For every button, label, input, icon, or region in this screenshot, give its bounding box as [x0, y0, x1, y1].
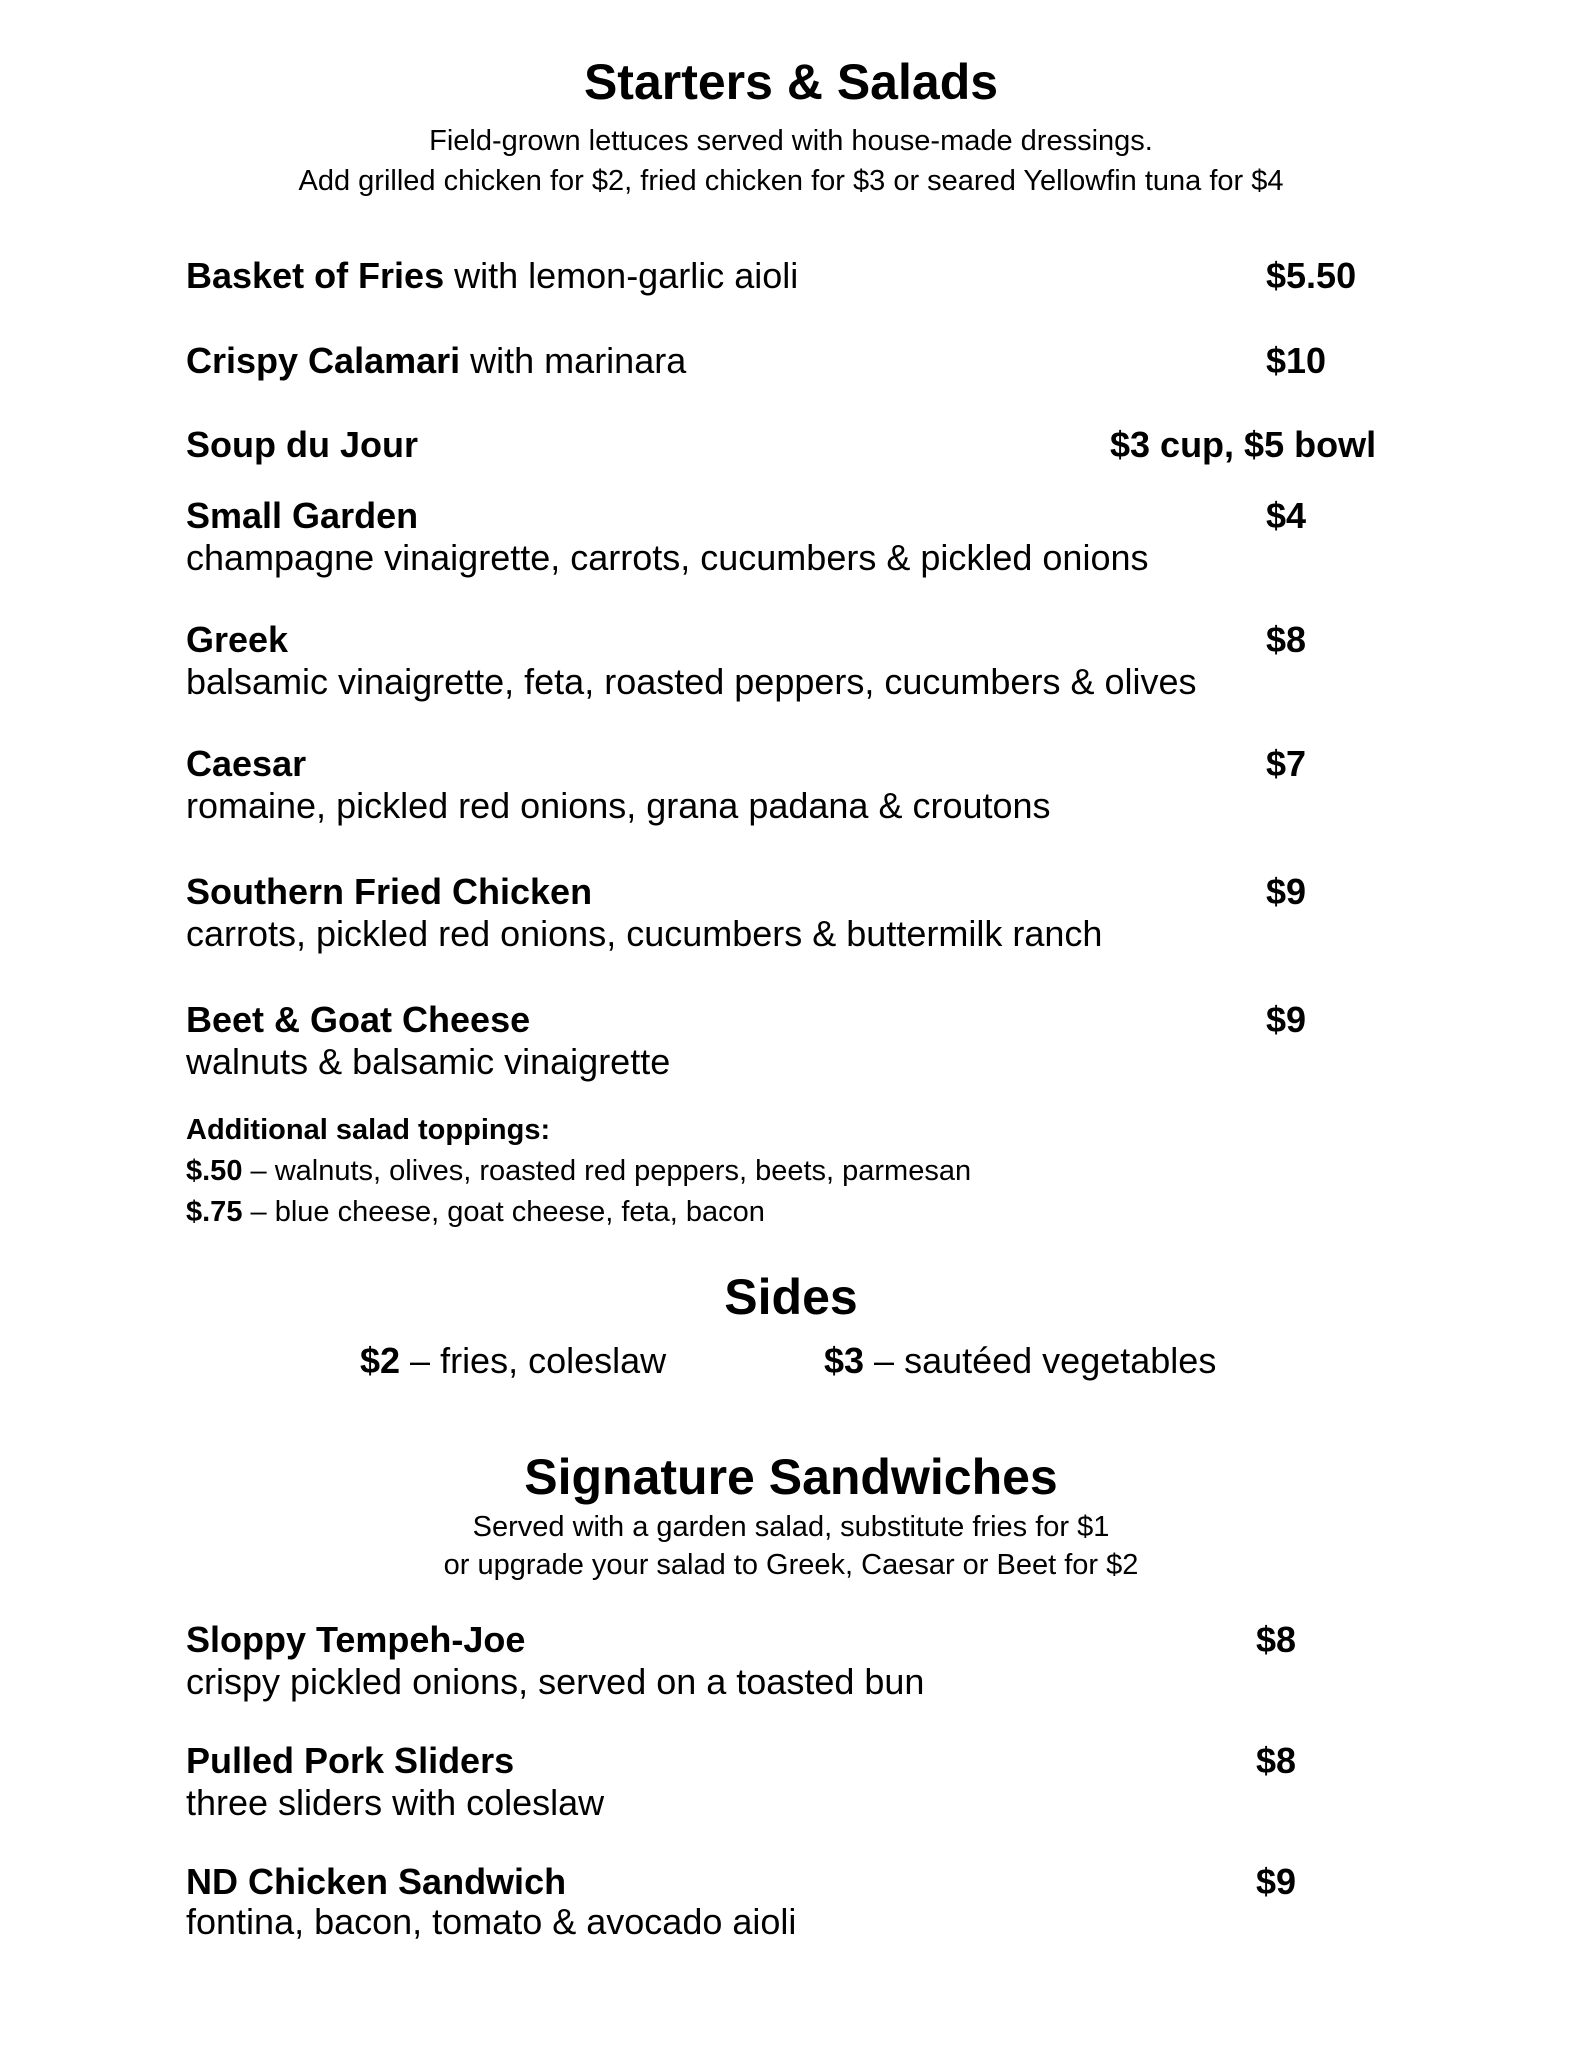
menu-item-name [186, 254, 798, 297]
menu-item-name [186, 1860, 566, 1903]
item-title: Caesar [186, 743, 307, 784]
item-price: $9 [1266, 871, 1307, 912]
menu-item-name [186, 1739, 514, 1782]
sandwiches-title: Signature Sandwiches [524, 1449, 1058, 1505]
item-price: $3 cup, $5 bowl [1110, 424, 1377, 465]
item-inline-desc: with lemon-garlic aioli [454, 255, 799, 296]
starters-intro-line2: Add grilled chicken for $2, fried chicken for $3 or seared Yellowfin tuna for $4 [298, 165, 1284, 197]
toppings-price: $.75 [186, 1196, 243, 1229]
toppings-items: – blue cheese, goat cheese, feta, bacon [242, 1196, 765, 1229]
item-description: carrots, pickled red onions, cucumbers & buttermilk ranch [186, 913, 1103, 954]
toppings-line [186, 1192, 971, 1233]
item-price: $9 [1256, 1861, 1297, 1902]
salad-toppings [186, 1110, 971, 1234]
item-description: romaine, pickled red onions, grana padana & croutons [186, 785, 1051, 826]
item-price: $8 [1266, 619, 1307, 660]
sides-title: Sides [724, 1269, 858, 1325]
menu-item-name [186, 423, 418, 466]
toppings-line [186, 1151, 971, 1192]
side-price: $2 [360, 1340, 401, 1381]
item-title: Beet & Goat Cheese [186, 999, 531, 1040]
menu-item-name [186, 1618, 525, 1661]
item-price: $7 [1266, 743, 1307, 784]
side-items: – fries, coleslaw [400, 1340, 667, 1381]
item-price: $8 [1256, 1619, 1297, 1660]
item-title: ND Chicken Sandwich [186, 1861, 567, 1902]
item-price: $5.50 [1266, 255, 1357, 296]
item-description: champagne vinaigrette, carrots, cucumbers & pickled onions [186, 537, 1149, 578]
menu-item-name [186, 339, 686, 382]
item-description: walnuts & balsamic vinaigrette [186, 1041, 671, 1082]
side-price: $3 [824, 1340, 865, 1381]
item-price: $8 [1256, 1740, 1297, 1781]
menu-item-name [186, 494, 418, 537]
item-description: crispy pickled onions, served on a toasted bun [186, 1661, 925, 1702]
item-price: $10 [1266, 340, 1327, 381]
menu-item-name [186, 742, 306, 785]
side-entry [824, 1339, 1216, 1382]
item-title: Greek [186, 619, 289, 660]
starters-intro-line1: Field-grown lettuces served with house-made dressings. [429, 125, 1153, 157]
item-description: fontina, bacon, tomato & avocado aioli [186, 1901, 797, 1942]
item-title: Basket of Fries [186, 255, 445, 296]
item-description: balsamic vinaigrette, feta, roasted peppers, cucumbers & olives [186, 661, 1197, 702]
item-price: $4 [1266, 495, 1307, 536]
item-title: Pulled Pork Sliders [186, 1740, 515, 1781]
toppings-price: $.50 [186, 1155, 243, 1188]
toppings-items: – walnuts, olives, roasted red peppers, beets, parmesan [242, 1155, 972, 1188]
starters-title: Starters & Salads [583, 54, 999, 110]
sandwiches-intro-line2: or upgrade your salad to Greek, Caesar or Beet for $2 [443, 1549, 1139, 1581]
item-title: Sloppy Tempeh-Joe [186, 1619, 526, 1660]
item-inline-desc: with marinara [470, 340, 687, 381]
item-description: three sliders with coleslaw [186, 1782, 605, 1823]
item-title: Crispy Calamari [186, 340, 461, 381]
menu-item-name [186, 870, 592, 913]
toppings-heading: Additional salad toppings: [186, 1114, 551, 1146]
item-title: Soup du Jour [186, 424, 418, 465]
item-price: $9 [1266, 999, 1307, 1040]
sandwiches-intro-line1: Served with a garden salad, substitute fries for $1 [472, 1511, 1110, 1543]
item-title: Small Garden [186, 495, 419, 536]
side-items: – sautéed vegetables [864, 1340, 1217, 1381]
menu-item-name [186, 618, 288, 661]
item-title: Southern Fried Chicken [186, 871, 593, 912]
menu-item-name [186, 998, 530, 1041]
side-entry [360, 1339, 666, 1382]
